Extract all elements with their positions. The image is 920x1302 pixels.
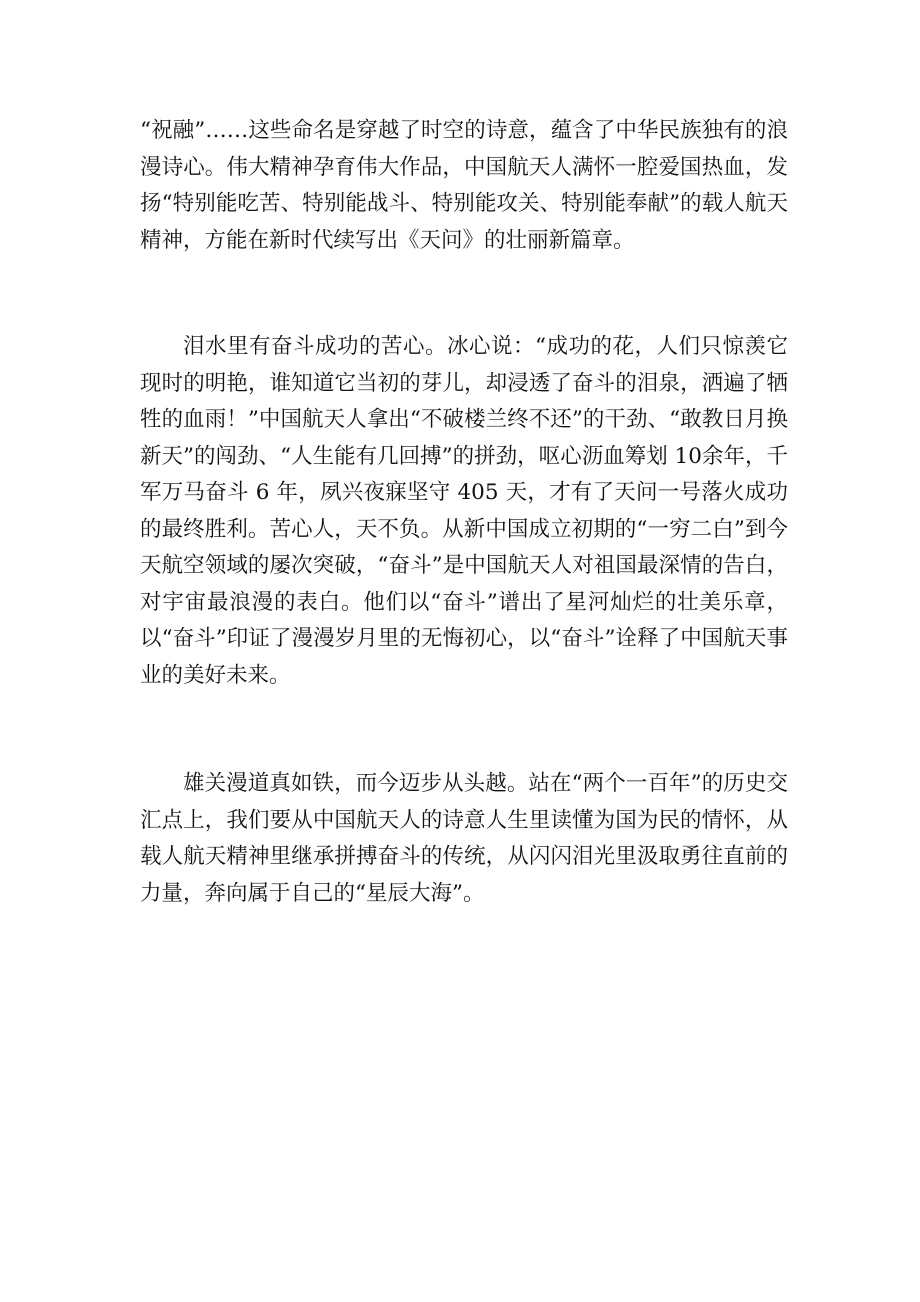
paragraph-line: 发扬“特别能吃苦、特别能战斗、特别能攻关、特别能奉献”的载人 (140, 154, 788, 216)
paragraph-line: 交汇点上，我们要从中国航天人的诗意人生里读懂为国为民的情怀， (140, 771, 788, 833)
paragraph-line: 航天精神，方能在新时代续写出《天问》的壮丽新篇章。 (140, 191, 788, 253)
paragraph-line: 火成功的最终胜利。苦心人，天不负。从新中国成立初期的“一穷二 (140, 480, 788, 542)
paragraph-line: 浪漫诗心。伟大精神孕育伟大作品，中国航天人满怀一腔爱国热血， (140, 118, 788, 180)
paragraph-line: 壮美乐章，以“奋斗”印证了漫漫岁月里的无悔初心，以“奋斗”诠 (140, 589, 788, 651)
paragraph-2 (140, 329, 788, 694)
paragraph-line: 情的告白，对宇宙最浪漫的表白。他们以“奋斗”谱出了星河灿烂的 (140, 553, 788, 615)
paragraph-line: 从载人航天精神里继承拼搏奋斗的传统，从闪闪泪光里汲取勇往直前 (140, 807, 788, 869)
paragraph-1 (140, 113, 788, 259)
paragraph-3 (140, 766, 788, 912)
paragraph-line: 白”到今天航空领域的屡次突破，“奋斗”是中国航天人对祖国最深 (140, 516, 788, 578)
paragraph-line: 释了中国航天事业的美好未来。 (140, 626, 788, 688)
paragraph-line: 月换新天”的闯劲、“人生能有几回搏”的拼劲，呕心沥血筹划 10 (140, 407, 788, 469)
paragraph-line: 的力量，奔向属于自己的“星辰大海”。 (140, 844, 788, 906)
paragraph-line: “祝融”……这些命名是穿越了时空的诗意，蕴含了中华民族独有的 (140, 118, 767, 143)
paragraph-line: 余年，千军万马奋斗 6 年，夙兴夜寐坚守 405 天，才有了天问一号落 (140, 443, 788, 505)
paragraph-line: 牲的血雨！”中国航天人拿出“不破楼兰终不还”的干劲、“敢教日 (140, 407, 745, 432)
paragraph-line: 现时的明艳，谁知道它当初的芽儿，却浸透了奋斗的泪泉，洒遍了牺 (140, 370, 788, 396)
paragraph-line: 泪水里有奋斗成功的苦心。冰心说：“成功的花，人们只惊羡它 (183, 334, 788, 359)
paragraph-line: 雄关漫道真如铁，而今迈步从头越。站在“两个一百年”的历史 (183, 771, 767, 796)
article-body (140, 113, 788, 912)
